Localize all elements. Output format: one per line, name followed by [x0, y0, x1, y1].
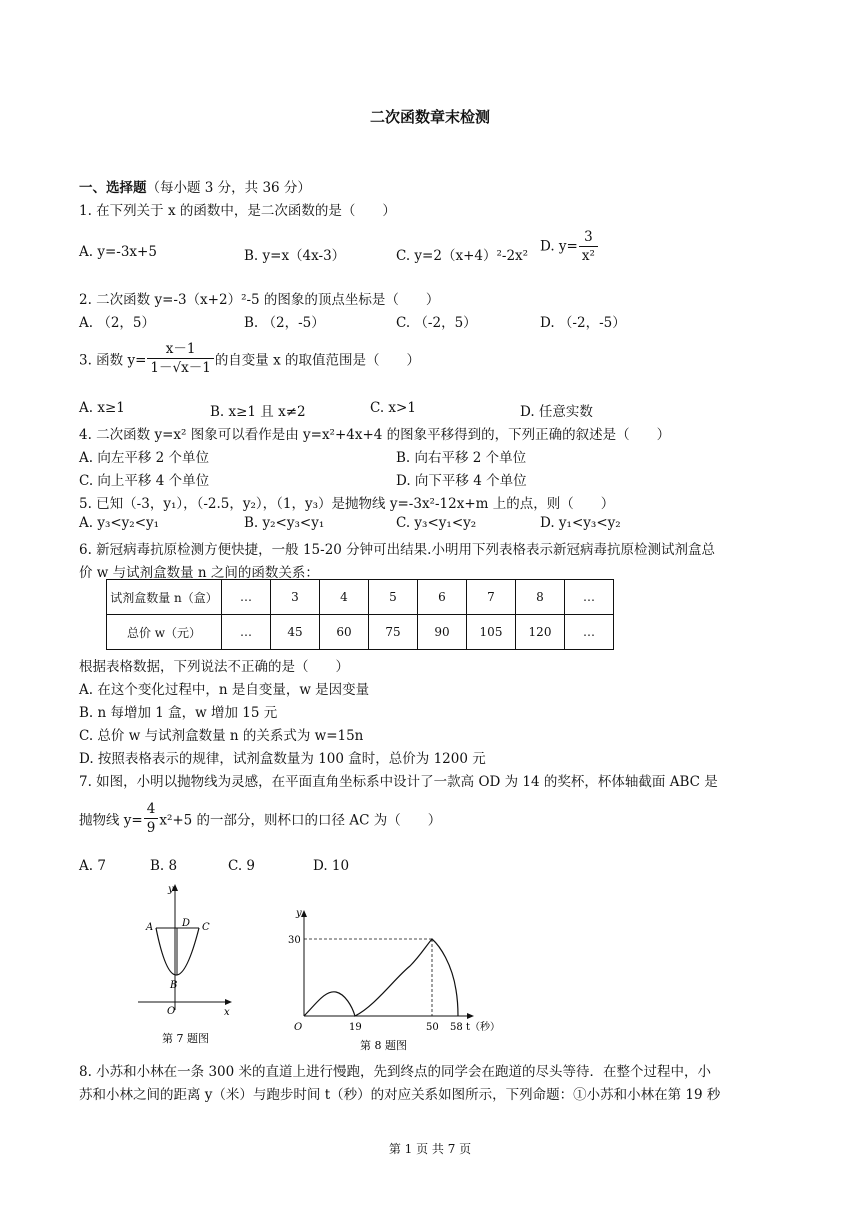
table-cell: 试剂盒数量 n（盒）	[107, 580, 222, 615]
table-row	[107, 580, 614, 615]
q1-option-d-prefix: D. y=	[540, 238, 578, 255]
q5-option-d: D. y₁<y₃<y₂	[540, 515, 621, 531]
section-title: 一、选择题	[79, 180, 147, 196]
table-cell: 4	[320, 580, 369, 615]
q1-option-c: C. y=2（x+4）²-2x²	[396, 248, 529, 264]
q6-option-c: C. 总价 w 与试剂盒数量 n 的关系式为 w=15n	[79, 728, 364, 744]
q5-stem: 5. 已知（-3，y₁），（-2.5，y₂），（1，y₃）是抛物线 y=-3x²-12x+m 上的点，则（ ）	[79, 496, 615, 512]
fraction-numerator: 4	[144, 800, 159, 819]
table-cell: 8	[516, 580, 565, 615]
x-label: x	[224, 1007, 230, 1018]
q2-option-d: D. （-2，-5）	[540, 315, 626, 331]
q1-stem: 1. 在下列关于 x 的函数中，是二次函数的是（ ）	[79, 203, 396, 219]
table-cell: 45	[271, 615, 320, 650]
table-cell: …	[565, 580, 614, 615]
origin-o: O	[294, 1022, 303, 1033]
table-cell: 5	[369, 580, 418, 615]
q6-line2: 价 w 与试剂盒数量 n 之间的函数关系：	[79, 565, 319, 581]
q5-option-b: B. y₂<y₃<y₁	[244, 515, 325, 531]
q6-option-d: D. 按照表格表示的规律，试剂盒数量为 100 盒时，总价为 1200 元	[79, 751, 486, 767]
q3-suffix: 的自变量 x 的取值范围是（ ）	[214, 352, 421, 369]
q4-option-b: B. 向右平移 2 个单位	[396, 450, 527, 466]
x-tick-19: 19	[349, 1022, 362, 1033]
table-cell: 6	[418, 580, 467, 615]
fraction-denominator: 1－√x－1	[150, 360, 211, 376]
table-row	[107, 615, 614, 650]
table-cell: 75	[369, 615, 418, 650]
q3-prefix: 3. 函数 y=	[79, 352, 147, 369]
origin-o: O	[167, 1006, 176, 1017]
q6-option-a: A. 在这个变化过程中，n 是自变量，w 是因变量	[79, 682, 370, 698]
q8-line2: 苏和小林之间的距离 y（米）与跑步时间 t（秒）的对应关系如图所示，下列命题：①小苏和小林在第 19 秒	[79, 1087, 721, 1103]
q3-option-a: A. x≥1	[79, 400, 125, 416]
q3-option-b: B. x≥1 且 x≠2	[210, 404, 306, 420]
x-tick-50: 50	[426, 1022, 439, 1033]
q5-option-c: C. y₃<y₁<y₂	[396, 515, 477, 531]
q7-option-d: D. 10	[313, 858, 350, 874]
q4-option-a: A. 向左平移 2 个单位	[79, 450, 210, 466]
q7-line1: 7. 如图，小明以抛物线为灵感，在平面直角坐标系中设计了一款高 OD 为 14 的奖杯，杯体轴截面 ABC 是	[79, 774, 718, 790]
q3-stem	[79, 340, 420, 377]
q1-option-b: B. y=x（4x-3）	[244, 248, 346, 264]
y-label: y	[168, 884, 174, 895]
section-note: （每小题 3 分，共 36 分）	[146, 180, 311, 196]
table-cell: …	[222, 580, 271, 615]
q2-option-a: A. （2，5）	[79, 315, 156, 331]
q3-option-c: C. x>1	[370, 400, 416, 416]
q7-option-b: B. 8	[150, 858, 178, 874]
q7-option-c: C. 9	[228, 858, 256, 874]
figure-8	[280, 906, 500, 1054]
table-cell: 105	[467, 615, 516, 650]
figure-8-caption: 第 8 题图	[360, 1039, 407, 1052]
table-cell: 60	[320, 615, 369, 650]
distance-curve	[304, 939, 458, 1016]
table-cell: …	[565, 615, 614, 650]
page-footer: 第 1 页 共 7 页	[388, 1142, 472, 1156]
table-cell: 3	[271, 580, 320, 615]
x-axis-arrow	[225, 999, 232, 1005]
point-d: D	[182, 918, 191, 929]
table-cell: …	[222, 615, 271, 650]
x-axis-arrow	[467, 1013, 474, 1019]
q5-option-a: A. y₃<y₂<y₁	[79, 515, 160, 531]
q6-table	[106, 579, 614, 650]
x-tick-58: 58	[450, 1022, 463, 1033]
y-label: y	[296, 908, 302, 919]
q2-stem: 2. 二次函数 y=-3（x+2）²-5 的图象的顶点坐标是（ ）	[79, 292, 440, 308]
q7-suffix: x²+5 的一部分，则杯口的口径 AC 为（ ）	[159, 812, 442, 829]
q7-prefix: 抛物线 y=	[79, 812, 143, 829]
q1-option-d-fraction	[579, 228, 598, 265]
q8-line1: 8. 小苏和小林在一条 300 米的直道上进行慢跑，先到终点的同学会在跑道的尽头等待．在整个过程中，小	[79, 1064, 712, 1080]
table-cell: 总价 w（元）	[107, 615, 222, 650]
fraction-numerator: 3	[579, 228, 598, 247]
point-a: A	[146, 922, 154, 933]
fraction-numerator: x－1	[147, 340, 213, 359]
point-b: B	[170, 980, 178, 991]
y-tick-30: 30	[288, 935, 301, 946]
table-cell: 7	[467, 580, 516, 615]
q2-option-c: C. （-2，5）	[396, 315, 477, 331]
figure-7-caption: 第 7 题图	[162, 1032, 209, 1045]
q6-option-b: B. n 每增加 1 盒，w 增加 15 元	[79, 705, 278, 721]
q6-after: 根据表格数据，下列说法不正确的是（ ）	[79, 659, 349, 675]
q3-fraction	[147, 340, 213, 377]
q7-fraction	[144, 800, 159, 837]
q4-option-c: C. 向上平移 4 个单位	[79, 473, 210, 489]
q1-option-d	[540, 228, 599, 265]
table-cell: 120	[516, 615, 565, 650]
x-label: t（秒）	[466, 1022, 500, 1033]
fraction-denominator: x²	[581, 248, 595, 264]
page-title: 二次函数章末检测	[369, 108, 490, 126]
q4-stem: 4. 二次函数 y=x² 图象可以看作是由 y=x²+4x+4 的图象平移得到的，下列正确的叙述是（ ）	[79, 427, 671, 443]
q7-line2	[79, 800, 441, 837]
section-heading	[79, 176, 311, 196]
q6-line1: 6. 新冠病毒抗原检测方便快捷，一般 15-20 分钟可出结果.小明用下列表格表示新冠病毒抗原检测试剂盒总	[79, 542, 715, 558]
y-axis-arrow	[301, 910, 307, 917]
table-cell: 90	[418, 615, 467, 650]
q7-option-a: A. 7	[79, 858, 106, 874]
fraction-denominator: 9	[146, 820, 156, 836]
q4-option-d: D. 向下平移 4 个单位	[396, 473, 527, 489]
point-c: C	[202, 922, 210, 933]
q2-option-b: B. （2，-5）	[244, 315, 325, 331]
q1-option-a: A. y=-3x+5	[79, 244, 157, 260]
figure-7	[120, 880, 250, 1050]
q3-option-d: D. 任意实数	[520, 404, 593, 420]
